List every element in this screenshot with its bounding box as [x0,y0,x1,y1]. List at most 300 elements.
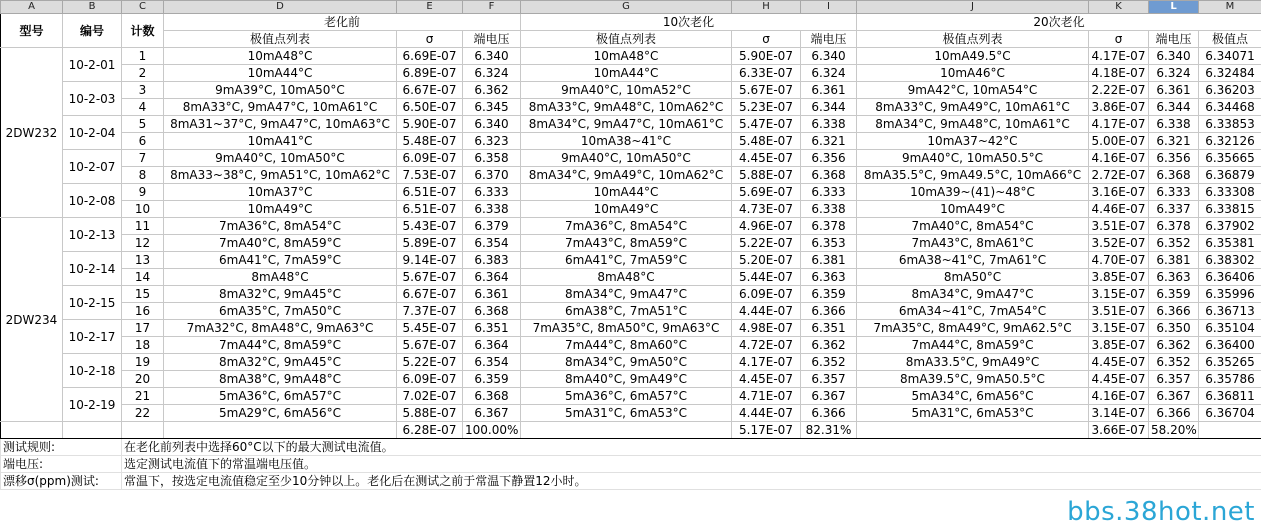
sigma-10-cell[interactable]: 4.96E-07 [732,218,801,235]
peak-point-cell[interactable]: 6.36704 [1199,405,1261,422]
peak-list-before-cell[interactable]: 8mA38°C, 9mA48°C [164,371,397,388]
column-header-b[interactable]: B [63,1,122,14]
peak-list-10-cell[interactable]: 8mA34°C, 9mA47°C [521,286,732,303]
voltage-before-cell[interactable]: 6.338 [463,201,521,218]
header-peak-list-20[interactable]: 极值点列表 [857,31,1089,48]
voltage-20-cell[interactable]: 6.356 [1149,150,1199,167]
sigma-10-cell[interactable]: 5.47E-07 [732,116,801,133]
sigma-20-cell[interactable]: 3.51E-07 [1089,218,1149,235]
sigma-20-cell[interactable]: 4.17E-07 [1089,116,1149,133]
voltage-20-cell[interactable]: 6.324 [1149,65,1199,82]
summary-sigma-20[interactable]: 3.66E-07 [1089,422,1149,439]
note-label[interactable]: 漂移σ(ppm)测试: [1,473,122,490]
header-group-10[interactable]: 10次老化 [521,14,857,31]
peak-list-10-cell[interactable]: 8mA33°C, 9mA48°C, 10mA62°C [521,99,732,116]
voltage-10-cell[interactable]: 6.353 [801,235,857,252]
sigma-before-cell[interactable]: 6.89E-07 [397,65,463,82]
sigma-10-cell[interactable]: 6.09E-07 [732,286,801,303]
voltage-10-cell[interactable]: 6.361 [801,82,857,99]
peak-point-cell[interactable]: 6.35996 [1199,286,1261,303]
sigma-before-cell[interactable]: 6.09E-07 [397,150,463,167]
voltage-10-cell[interactable]: 6.340 [801,48,857,65]
sigma-before-cell[interactable]: 6.50E-07 [397,99,463,116]
column-header-c[interactable]: C [122,1,164,14]
peak-list-before-cell[interactable]: 6mA41°C, 7mA59°C [164,252,397,269]
count-cell[interactable]: 2 [122,65,164,82]
voltage-before-cell[interactable]: 6.362 [463,82,521,99]
sigma-20-cell[interactable]: 3.15E-07 [1089,286,1149,303]
peak-point-cell[interactable]: 6.33815 [1199,201,1261,218]
peak-list-20-cell[interactable]: 5mA31°C, 6mA53°C [857,405,1089,422]
peak-list-10-cell[interactable]: 8mA40°C, 9mA49°C [521,371,732,388]
sigma-20-cell[interactable]: 2.22E-07 [1089,82,1149,99]
voltage-10-cell[interactable]: 6.368 [801,167,857,184]
column-header-f[interactable]: F [463,1,521,14]
peak-point-cell[interactable]: 6.34071 [1199,48,1261,65]
count-cell[interactable]: 14 [122,269,164,286]
header-sigma-before[interactable]: σ [397,31,463,48]
sigma-10-cell[interactable]: 5.22E-07 [732,235,801,252]
voltage-10-cell[interactable]: 6.321 [801,133,857,150]
sigma-10-cell[interactable]: 6.33E-07 [732,65,801,82]
sigma-before-cell[interactable]: 7.37E-07 [397,303,463,320]
voltage-before-cell[interactable]: 6.340 [463,116,521,133]
peak-list-20-cell[interactable]: 9mA40°C, 10mA50.5°C [857,150,1089,167]
sigma-10-cell[interactable]: 5.48E-07 [732,133,801,150]
count-cell[interactable]: 20 [122,371,164,388]
column-header-a[interactable]: A [1,1,63,14]
sigma-before-cell[interactable]: 5.48E-07 [397,133,463,150]
peak-list-20-cell[interactable]: 10mA37~42°C [857,133,1089,150]
voltage-before-cell[interactable]: 6.354 [463,354,521,371]
voltage-before-cell[interactable]: 6.354 [463,235,521,252]
sigma-10-cell[interactable]: 4.45E-07 [732,371,801,388]
sigma-10-cell[interactable]: 4.44E-07 [732,303,801,320]
summary-pct-10[interactable]: 82.31% [801,422,857,439]
peak-list-10-cell[interactable]: 6mA41°C, 7mA59°C [521,252,732,269]
sigma-10-cell[interactable]: 4.98E-07 [732,320,801,337]
sigma-before-cell[interactable]: 7.53E-07 [397,167,463,184]
column-header-i[interactable]: I [801,1,857,14]
sigma-10-cell[interactable]: 4.45E-07 [732,150,801,167]
header-voltage-10[interactable]: 端电压 [801,31,857,48]
voltage-20-cell[interactable]: 6.381 [1149,252,1199,269]
sigma-before-cell[interactable]: 5.89E-07 [397,235,463,252]
sigma-before-cell[interactable]: 5.45E-07 [397,320,463,337]
sigma-before-cell[interactable]: 5.90E-07 [397,116,463,133]
sigma-10-cell[interactable]: 5.44E-07 [732,269,801,286]
summary-pct-before[interactable]: 100.00% [463,422,521,439]
serial-cell[interactable]: 10-2-17 [63,320,122,354]
serial-cell[interactable]: 10-2-08 [63,184,122,218]
header-voltage-20[interactable]: 端电压 [1149,31,1199,48]
peak-list-10-cell[interactable]: 8mA34°C, 9mA47°C, 10mA61°C [521,116,732,133]
voltage-before-cell[interactable]: 6.324 [463,65,521,82]
column-header-e[interactable]: E [397,1,463,14]
voltage-before-cell[interactable]: 6.351 [463,320,521,337]
peak-point-cell[interactable]: 6.35265 [1199,354,1261,371]
header-voltage-before[interactable]: 端电压 [463,31,521,48]
peak-list-10-cell[interactable]: 10mA49°C [521,201,732,218]
voltage-10-cell[interactable]: 6.367 [801,388,857,405]
peak-list-before-cell[interactable]: 10mA49°C [164,201,397,218]
summary-sigma-10[interactable]: 5.17E-07 [732,422,801,439]
voltage-20-cell[interactable]: 6.352 [1149,235,1199,252]
sigma-10-cell[interactable]: 4.72E-07 [732,337,801,354]
sigma-10-cell[interactable]: 4.73E-07 [732,201,801,218]
peak-list-20-cell[interactable]: 8mA35.5°C, 9mA49.5°C, 10mA66°C [857,167,1089,184]
peak-point-cell[interactable]: 6.36400 [1199,337,1261,354]
voltage-20-cell[interactable]: 6.361 [1149,82,1199,99]
count-cell[interactable]: 15 [122,286,164,303]
count-cell[interactable]: 11 [122,218,164,235]
voltage-10-cell[interactable]: 6.344 [801,99,857,116]
serial-cell[interactable]: 10-2-19 [63,388,122,422]
column-header-d[interactable]: D [164,1,397,14]
voltage-before-cell[interactable]: 6.364 [463,269,521,286]
peak-list-20-cell[interactable]: 8mA33.5°C, 9mA49°C [857,354,1089,371]
sigma-before-cell[interactable]: 6.51E-07 [397,184,463,201]
peak-list-10-cell[interactable]: 5mA36°C, 6mA57°C [521,388,732,405]
peak-list-20-cell[interactable]: 9mA42°C, 10mA54°C [857,82,1089,99]
voltage-before-cell[interactable]: 6.359 [463,371,521,388]
voltage-10-cell[interactable]: 6.352 [801,354,857,371]
count-cell[interactable]: 21 [122,388,164,405]
voltage-before-cell[interactable]: 6.379 [463,218,521,235]
peak-list-20-cell[interactable]: 7mA43°C, 8mA61°C [857,235,1089,252]
peak-list-before-cell[interactable]: 10mA48°C [164,48,397,65]
count-cell[interactable]: 22 [122,405,164,422]
voltage-10-cell[interactable]: 6.366 [801,405,857,422]
peak-list-before-cell[interactable]: 7mA32°C, 8mA48°C, 9mA63°C [164,320,397,337]
peak-list-20-cell[interactable]: 10mA49°C [857,201,1089,218]
peak-point-cell[interactable]: 6.35665 [1199,150,1261,167]
peak-point-cell[interactable]: 6.32484 [1199,65,1261,82]
voltage-before-cell[interactable]: 6.364 [463,337,521,354]
header-sigma-10[interactable]: σ [732,31,801,48]
sigma-20-cell[interactable]: 4.16E-07 [1089,388,1149,405]
sigma-20-cell[interactable]: 3.86E-07 [1089,99,1149,116]
header-peak-list-before[interactable]: 极值点列表 [164,31,397,48]
voltage-20-cell[interactable]: 6.363 [1149,269,1199,286]
sigma-10-cell[interactable]: 5.90E-07 [732,48,801,65]
voltage-10-cell[interactable]: 6.333 [801,184,857,201]
summary-sigma-before[interactable]: 6.28E-07 [397,422,463,439]
serial-cell[interactable]: 10-2-13 [63,218,122,252]
header-group-20[interactable]: 20次老化 [857,14,1261,31]
peak-list-20-cell[interactable]: 7mA44°C, 8mA59°C [857,337,1089,354]
note-text[interactable]: 在老化前列表中选择60°C以下的最大测试电流值。 [122,439,1261,456]
voltage-before-cell[interactable]: 6.383 [463,252,521,269]
sigma-20-cell[interactable]: 3.16E-07 [1089,184,1149,201]
voltage-before-cell[interactable]: 6.367 [463,405,521,422]
peak-list-before-cell[interactable]: 6mA35°C, 7mA50°C [164,303,397,320]
peak-list-20-cell[interactable]: 8mA33°C, 9mA49°C, 10mA61°C [857,99,1089,116]
column-header-j[interactable]: J [857,1,1089,14]
sigma-10-cell[interactable]: 5.88E-07 [732,167,801,184]
peak-point-cell[interactable]: 6.36203 [1199,82,1261,99]
serial-cell[interactable]: 10-2-03 [63,82,122,116]
peak-list-10-cell[interactable]: 5mA31°C, 6mA53°C [521,405,732,422]
voltage-before-cell[interactable]: 6.340 [463,48,521,65]
sigma-before-cell[interactable]: 5.67E-07 [397,269,463,286]
voltage-20-cell[interactable]: 6.366 [1149,303,1199,320]
peak-list-20-cell[interactable]: 6mA34~41°C, 7mA54°C [857,303,1089,320]
sigma-before-cell[interactable]: 6.67E-07 [397,82,463,99]
count-cell[interactable]: 19 [122,354,164,371]
peak-list-10-cell[interactable]: 10mA38~41°C [521,133,732,150]
voltage-before-cell[interactable]: 6.368 [463,303,521,320]
peak-list-20-cell[interactable]: 10mA49.5°C [857,48,1089,65]
voltage-20-cell[interactable]: 6.350 [1149,320,1199,337]
column-header-h[interactable]: H [732,1,801,14]
peak-list-10-cell[interactable]: 10mA44°C [521,65,732,82]
sigma-before-cell[interactable]: 6.51E-07 [397,201,463,218]
peak-point-cell[interactable]: 6.35381 [1199,235,1261,252]
voltage-before-cell[interactable]: 6.345 [463,99,521,116]
voltage-20-cell[interactable]: 6.367 [1149,388,1199,405]
peak-point-cell[interactable]: 6.38302 [1199,252,1261,269]
peak-list-10-cell[interactable]: 7mA44°C, 8mA60°C [521,337,732,354]
voltage-10-cell[interactable]: 6.366 [801,303,857,320]
peak-list-before-cell[interactable]: 8mA32°C, 9mA45°C [164,354,397,371]
voltage-before-cell[interactable]: 6.358 [463,150,521,167]
voltage-10-cell[interactable]: 6.378 [801,218,857,235]
summary-empty-d[interactable] [164,422,397,439]
count-cell[interactable]: 7 [122,150,164,167]
voltage-10-cell[interactable]: 6.363 [801,269,857,286]
sigma-10-cell[interactable]: 5.69E-07 [732,184,801,201]
peak-list-before-cell[interactable]: 10mA37°C [164,184,397,201]
voltage-10-cell[interactable]: 6.381 [801,252,857,269]
serial-cell[interactable]: 10-2-01 [63,48,122,82]
peak-list-before-cell[interactable]: 7mA36°C, 8mA54°C [164,218,397,235]
peak-list-before-cell[interactable]: 8mA31~37°C, 9mA47°C, 10mA63°C [164,116,397,133]
peak-list-20-cell[interactable]: 10mA39~(41)~48°C [857,184,1089,201]
sigma-10-cell[interactable]: 5.23E-07 [732,99,801,116]
voltage-10-cell[interactable]: 6.359 [801,286,857,303]
header-serial[interactable]: 编号 [63,14,122,48]
peak-point-cell[interactable]: 6.36713 [1199,303,1261,320]
voltage-before-cell[interactable]: 6.370 [463,167,521,184]
sigma-10-cell[interactable]: 4.44E-07 [732,405,801,422]
count-cell[interactable]: 16 [122,303,164,320]
voltage-before-cell[interactable]: 6.361 [463,286,521,303]
voltage-20-cell[interactable]: 6.333 [1149,184,1199,201]
count-cell[interactable]: 10 [122,201,164,218]
peak-list-20-cell[interactable]: 10mA46°C [857,65,1089,82]
voltage-10-cell[interactable]: 6.357 [801,371,857,388]
summary-empty-g[interactable] [521,422,732,439]
peak-list-20-cell[interactable]: 7mA40°C, 8mA54°C [857,218,1089,235]
header-sigma-20[interactable]: σ [1089,31,1149,48]
count-cell[interactable]: 18 [122,337,164,354]
peak-point-cell[interactable]: 6.36811 [1199,388,1261,405]
summary-empty-j[interactable] [857,422,1089,439]
peak-list-before-cell[interactable]: 9mA39°C, 10mA50°C [164,82,397,99]
peak-point-cell[interactable]: 6.34468 [1199,99,1261,116]
sigma-before-cell[interactable]: 5.22E-07 [397,354,463,371]
sigma-before-cell[interactable]: 9.14E-07 [397,252,463,269]
model-cell[interactable]: 2DW232 [1,48,63,218]
sigma-20-cell[interactable]: 4.46E-07 [1089,201,1149,218]
column-header-m[interactable]: M [1199,1,1261,14]
note-label[interactable]: 端电压: [1,456,122,473]
peak-point-cell[interactable]: 6.36879 [1199,167,1261,184]
peak-list-10-cell[interactable]: 8mA34°C, 9mA50°C [521,354,732,371]
count-cell[interactable]: 17 [122,320,164,337]
sigma-before-cell[interactable]: 5.67E-07 [397,337,463,354]
sigma-10-cell[interactable]: 5.20E-07 [732,252,801,269]
serial-cell[interactable]: 10-2-04 [63,116,122,150]
peak-list-before-cell[interactable]: 8mA48°C [164,269,397,286]
serial-cell[interactable]: 10-2-15 [63,286,122,320]
note-label[interactable]: 测试规则: [1,439,122,456]
peak-list-before-cell[interactable]: 8mA33°C, 9mA47°C, 10mA61°C [164,99,397,116]
voltage-20-cell[interactable]: 6.338 [1149,116,1199,133]
sigma-20-cell[interactable]: 3.51E-07 [1089,303,1149,320]
sigma-before-cell[interactable]: 5.43E-07 [397,218,463,235]
column-header-l[interactable]: L [1149,1,1199,14]
voltage-10-cell[interactable]: 6.338 [801,201,857,218]
peak-list-10-cell[interactable]: 7mA36°C, 8mA54°C [521,218,732,235]
voltage-20-cell[interactable]: 6.368 [1149,167,1199,184]
sigma-20-cell[interactable]: 4.70E-07 [1089,252,1149,269]
summary-empty-c[interactable] [122,422,164,439]
header-model[interactable]: 型号 [1,14,63,48]
count-cell[interactable]: 5 [122,116,164,133]
note-text[interactable]: 常温下，按选定电流值稳定至少10分钟以上。老化后在测试之前于常温下静置12小时。 [122,473,1261,490]
peak-list-20-cell[interactable]: 5mA34°C, 6mA56°C [857,388,1089,405]
sigma-20-cell[interactable]: 3.52E-07 [1089,235,1149,252]
peak-point-cell[interactable]: 6.35786 [1199,371,1261,388]
count-cell[interactable]: 6 [122,133,164,150]
count-cell[interactable]: 13 [122,252,164,269]
peak-list-before-cell[interactable]: 5mA29°C, 6mA56°C [164,405,397,422]
sigma-10-cell[interactable]: 4.17E-07 [732,354,801,371]
count-cell[interactable]: 3 [122,82,164,99]
voltage-before-cell[interactable]: 6.368 [463,388,521,405]
voltage-20-cell[interactable]: 6.357 [1149,371,1199,388]
model-cell[interactable]: 2DW234 [1,218,63,422]
peak-list-10-cell[interactable]: 10mA44°C [521,184,732,201]
column-header-g[interactable]: G [521,1,732,14]
note-text[interactable]: 选定测试电流值下的常温端电压值。 [122,456,1261,473]
peak-list-before-cell[interactable]: 7mA44°C, 8mA59°C [164,337,397,354]
sigma-10-cell[interactable]: 4.71E-07 [732,388,801,405]
sigma-20-cell[interactable]: 4.17E-07 [1089,48,1149,65]
peak-list-20-cell[interactable]: 7mA35°C, 8mA49°C, 9mA62.5°C [857,320,1089,337]
voltage-10-cell[interactable]: 6.356 [801,150,857,167]
sigma-before-cell[interactable]: 6.67E-07 [397,286,463,303]
sigma-20-cell[interactable]: 2.72E-07 [1089,167,1149,184]
sigma-20-cell[interactable]: 3.15E-07 [1089,320,1149,337]
sigma-20-cell[interactable]: 4.18E-07 [1089,65,1149,82]
sigma-20-cell[interactable]: 3.85E-07 [1089,337,1149,354]
sigma-10-cell[interactable]: 5.67E-07 [732,82,801,99]
voltage-20-cell[interactable]: 6.359 [1149,286,1199,303]
summary-empty-m[interactable] [1199,422,1261,439]
sigma-20-cell[interactable]: 3.14E-07 [1089,405,1149,422]
peak-list-20-cell[interactable]: 6mA38~41°C, 7mA61°C [857,252,1089,269]
voltage-20-cell[interactable]: 6.378 [1149,218,1199,235]
voltage-20-cell[interactable]: 6.352 [1149,354,1199,371]
peak-list-10-cell[interactable]: 7mA43°C, 8mA59°C [521,235,732,252]
peak-list-before-cell[interactable]: 5mA36°C, 6mA57°C [164,388,397,405]
peak-list-10-cell[interactable]: 10mA48°C [521,48,732,65]
peak-point-cell[interactable]: 6.36406 [1199,269,1261,286]
voltage-20-cell[interactable]: 6.340 [1149,48,1199,65]
sigma-20-cell[interactable]: 3.85E-07 [1089,269,1149,286]
header-group-before[interactable]: 老化前 [164,14,521,31]
sigma-before-cell[interactable]: 6.69E-07 [397,48,463,65]
peak-list-20-cell[interactable]: 8mA39.5°C, 9mA50.5°C [857,371,1089,388]
count-cell[interactable]: 4 [122,99,164,116]
peak-list-before-cell[interactable]: 9mA40°C, 10mA50°C [164,150,397,167]
header-count[interactable]: 计数 [122,14,164,48]
voltage-10-cell[interactable]: 6.338 [801,116,857,133]
peak-list-20-cell[interactable]: 8mA50°C [857,269,1089,286]
peak-point-cell[interactable]: 6.33853 [1199,116,1261,133]
peak-list-10-cell[interactable]: 7mA35°C, 8mA50°C, 9mA63°C [521,320,732,337]
peak-list-before-cell[interactable]: 10mA44°C [164,65,397,82]
peak-point-cell[interactable]: 6.35104 [1199,320,1261,337]
peak-list-20-cell[interactable]: 8mA34°C, 9mA48°C, 10mA61°C [857,116,1089,133]
voltage-20-cell[interactable]: 6.337 [1149,201,1199,218]
peak-list-10-cell[interactable]: 6mA38°C, 7mA51°C [521,303,732,320]
column-header-k[interactable]: K [1089,1,1149,14]
voltage-20-cell[interactable]: 6.321 [1149,133,1199,150]
voltage-20-cell[interactable]: 6.366 [1149,405,1199,422]
count-cell[interactable]: 1 [122,48,164,65]
summary-empty-b[interactable] [63,422,122,439]
header-peak-point[interactable]: 极值点 [1199,31,1261,48]
peak-list-10-cell[interactable]: 8mA34°C, 9mA49°C, 10mA62°C [521,167,732,184]
peak-point-cell[interactable]: 6.33308 [1199,184,1261,201]
header-peak-list-10[interactable]: 极值点列表 [521,31,732,48]
peak-list-10-cell[interactable]: 8mA48°C [521,269,732,286]
sigma-20-cell[interactable]: 4.16E-07 [1089,150,1149,167]
count-cell[interactable]: 8 [122,167,164,184]
peak-list-10-cell[interactable]: 9mA40°C, 10mA50°C [521,150,732,167]
sigma-20-cell[interactable]: 4.45E-07 [1089,371,1149,388]
voltage-10-cell[interactable]: 6.324 [801,65,857,82]
serial-cell[interactable]: 10-2-14 [63,252,122,286]
peak-point-cell[interactable]: 6.32126 [1199,133,1261,150]
voltage-20-cell[interactable]: 6.344 [1149,99,1199,116]
sigma-before-cell[interactable]: 5.88E-07 [397,405,463,422]
sigma-before-cell[interactable]: 7.02E-07 [397,388,463,405]
sigma-20-cell[interactable]: 4.45E-07 [1089,354,1149,371]
voltage-before-cell[interactable]: 6.323 [463,133,521,150]
peak-list-before-cell[interactable]: 10mA41°C [164,133,397,150]
voltage-10-cell[interactable]: 6.351 [801,320,857,337]
peak-list-20-cell[interactable]: 8mA34°C, 9mA47°C [857,286,1089,303]
peak-point-cell[interactable]: 6.37902 [1199,218,1261,235]
count-cell[interactable]: 9 [122,184,164,201]
summary-empty-a[interactable] [1,422,63,439]
voltage-10-cell[interactable]: 6.362 [801,337,857,354]
serial-cell[interactable]: 10-2-18 [63,354,122,388]
peak-list-10-cell[interactable]: 9mA40°C, 10mA52°C [521,82,732,99]
serial-cell[interactable]: 10-2-07 [63,150,122,184]
sigma-20-cell[interactable]: 5.00E-07 [1089,133,1149,150]
peak-list-before-cell[interactable]: 8mA33~38°C, 9mA51°C, 10mA62°C [164,167,397,184]
peak-list-before-cell[interactable]: 7mA40°C, 8mA59°C [164,235,397,252]
peak-list-before-cell[interactable]: 8mA32°C, 9mA45°C [164,286,397,303]
voltage-20-cell[interactable]: 6.362 [1149,337,1199,354]
voltage-before-cell[interactable]: 6.333 [463,184,521,201]
